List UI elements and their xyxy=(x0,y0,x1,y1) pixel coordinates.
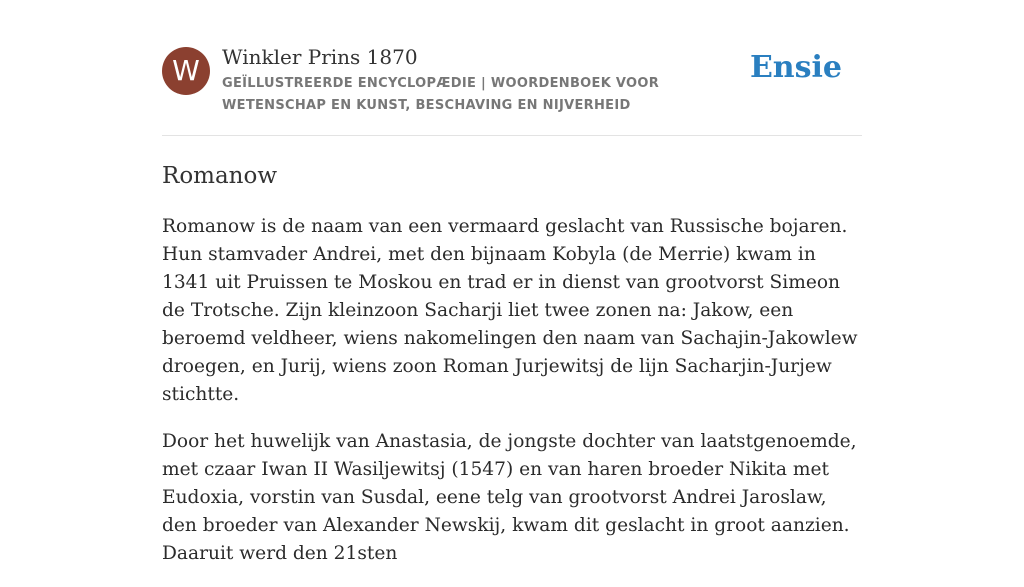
source-title[interactable]: Winkler Prins 1870 xyxy=(222,45,418,69)
source-header xyxy=(162,0,862,136)
article-title: Romanow xyxy=(162,163,278,189)
article-body xyxy=(162,213,862,568)
article-paragraph: Romanow is de naam van een vermaard geslacht van Russische bojaren. Hun stamvader Andrei, met den bijnaam Kobyla (de Merrie) kwam in 1341 uit Pruissen te Moskou en trad er in dienst van grootvorst Simeon de Trotsche. Zijn kleinzoon Sacharji liet twee zonen na: Jakow, een beroemd veldheer, wiens nakomelingen den naam van Sachajin-Jakowlew droegen, en Jurij, wiens zoon Roman Jurjewitsj de lijn Sacharjin-Jurjew stichtte. xyxy=(162,216,858,405)
ensie-logo-link[interactable]: Ensie xyxy=(749,50,842,85)
source-subtitle: GEÏLLUSTREERDE ENCYCLOPÆDIE | WOORDENBOEK VOOR WETENSCHAP EN KUNST, BESCHAVING EN NIJVERHEID xyxy=(222,76,660,113)
article-paragraph: Door het huwelijk van Anastasia, de jongste dochter van laatstgenoemde, met czaar Iwan II Wasiljewitsj (1547) en van haren broeder Nikita met Eudoxia, vorstin van Susdal, eene telg van grootvorst Andrei Jaroslaw, den broeder van Alexander Newskij, kwam dit geslacht in groot aanzien. Daaruit werd den 21sten xyxy=(162,431,857,564)
source-avatar[interactable]: W xyxy=(162,47,210,95)
main-content xyxy=(162,0,862,587)
